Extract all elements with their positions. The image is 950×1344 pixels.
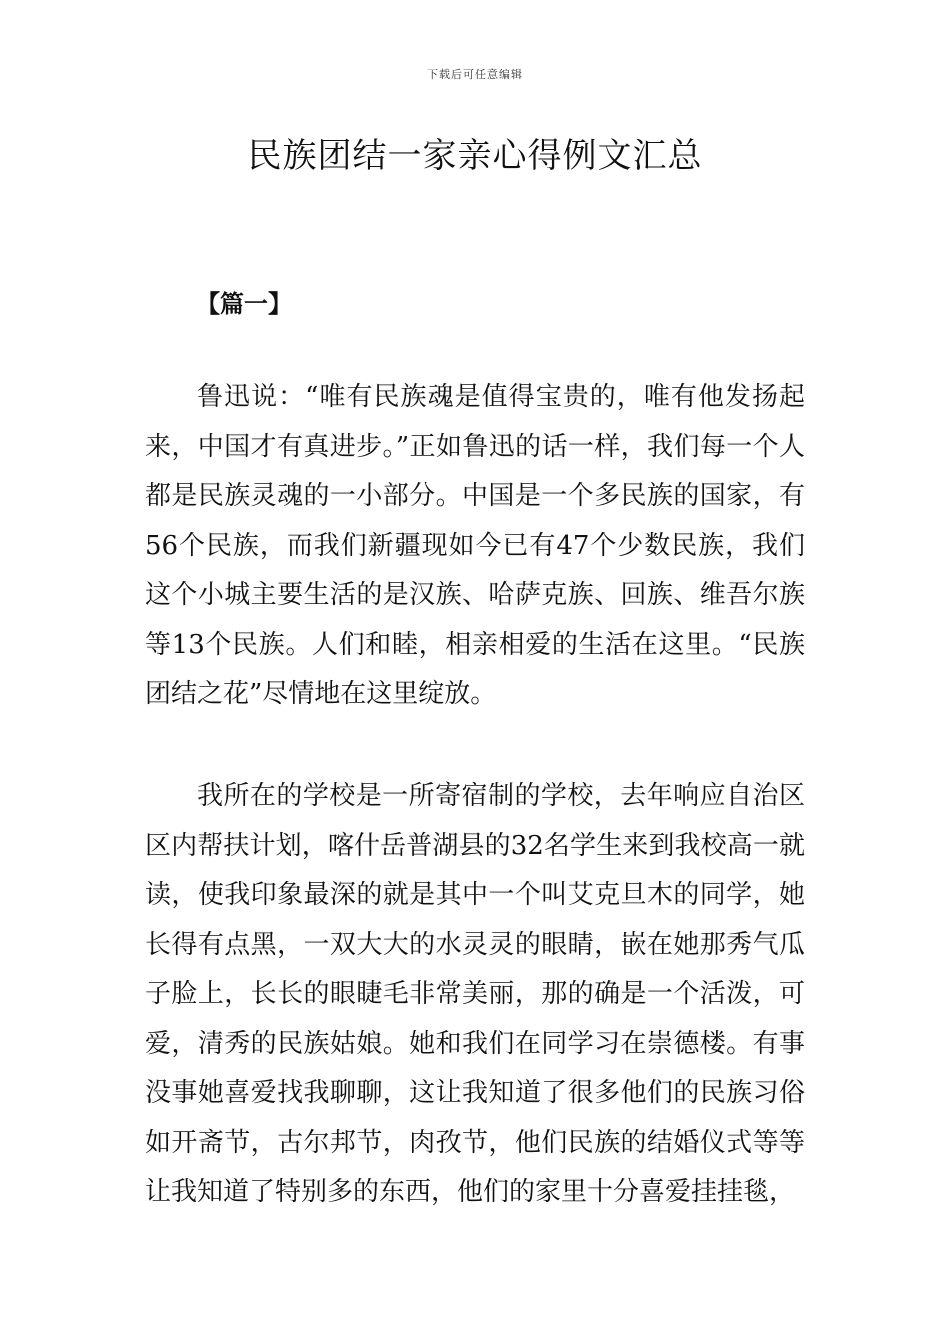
paragraph-1: 鲁迅说：“唯有民族魂是值得宝贵的，唯有他发扬起来，中国才有真进步。”正如鲁迅的话一样，我们每一个人都是民族灵魂的一小部分。中国是一个多民族的国家，有56个民族，而我们新疆现如今已有47个少数民族，我们这个小城主要生活的是汉族、哈萨克族、回族、维吾尔族等13个民族。人们和睦，相亲相爱的生活在这里。“民族团结之花”尽情地在这里绽放。 <box>145 382 805 709</box>
page-header-note: 下载后可任意编辑 <box>427 68 523 81</box>
document-title: 民族团结一家亲心得例文汇总 <box>247 136 703 176</box>
section-heading: 【篇一】 <box>196 290 292 318</box>
paragraph-2: 我所在的学校是一所寄宿制的学校，去年响应自治区区内帮扶计划，喀什岳普湖县的32名学生来到我校高一就读，使我印象最深的就是其中一个叫艾克旦木的同学，她长得有点黑，一双大大的水灵灵的眼睛，嵌在她那秀气瓜子脸上，长长的眼睫毛非常美丽，那的确是一个活泼，可爱，清秀的民族姑娘。她和我们在同学习在崇德楼。有事没事她喜爱找我聊聊，这让我知道了很多他们的民族习俗如开斋节，古尔邦节，肉孜节，他们民族的结婚仪式等等让我知道了特别多的东西，他们的家里十分喜爱挂挂毯， <box>145 781 805 1207</box>
